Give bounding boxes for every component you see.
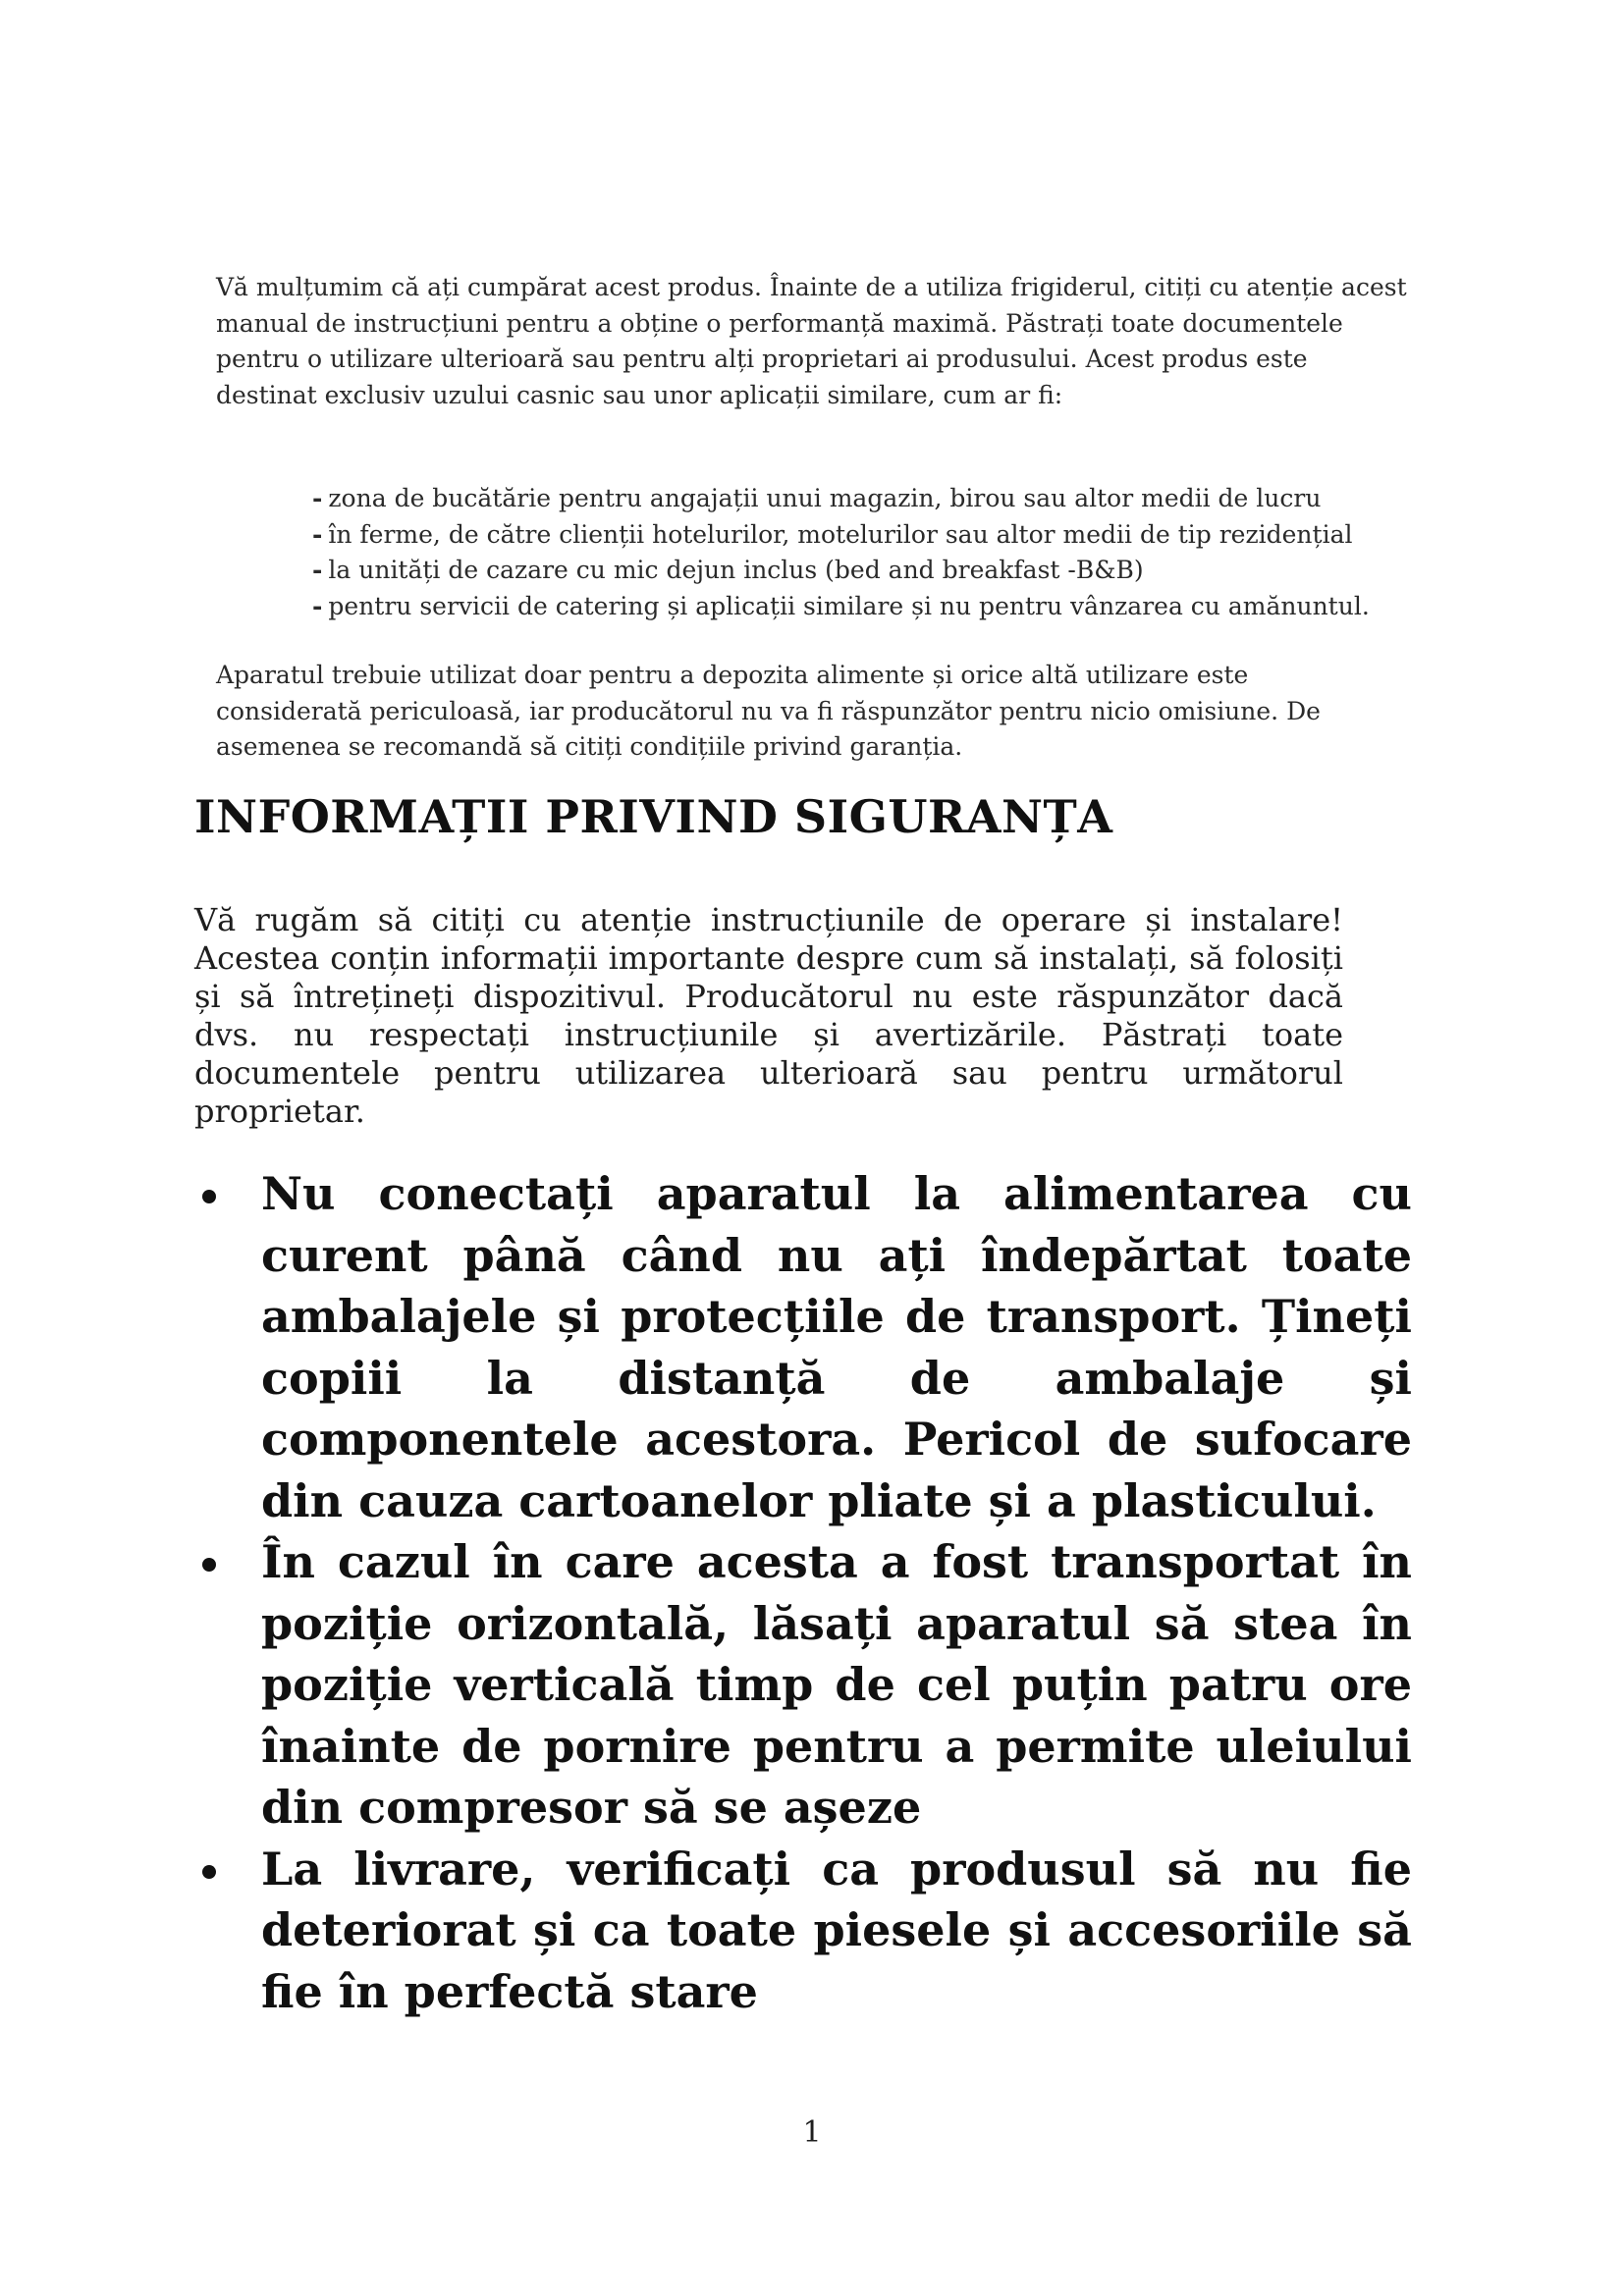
usage-item-text: în ferme, de către clienții hotelurilor, motelurilor sau altor medii de tip rezidențial <box>328 519 1353 549</box>
usage-list-item <box>312 481 1422 517</box>
bullet-icon <box>202 1558 216 1572</box>
section-title: INFORMAȚII PRIVIND SIGURANȚA <box>194 790 1113 843</box>
dash-marker: - <box>312 556 323 584</box>
intro-paragraph: Vă mulțumim că ați cumpărat acest produs. Înainte de a utiliza frigiderul, citiți cu atenție acest manual de instrucțiuni pentru a obține o performanță maximă. Păstrați toate documentele pentru o utilizare ulterioară sau pentru alți proprietari ai produsului. Acest produs este destinat exclusiv uzului casnic sau unor aplicații similare, cum ar fi: <box>216 273 1407 409</box>
usage-list <box>312 481 1422 624</box>
warning-text: Nu conectați aparatul la alimentarea cu curent până când nu ați îndepărtat toate ambalajele și protecțiile de transport. Țineți copiii la distanță de ambalaje și componentele acestora. Pericol de sufocare din cauza cartoanelor pliate și a plasticului. <box>261 1167 1412 1527</box>
dash-marker: - <box>312 591 323 620</box>
safety-intro <box>194 901 1343 1131</box>
warning-item <box>194 1531 1412 1839</box>
usage-list-item <box>312 517 1422 554</box>
warning-item <box>194 1163 1412 1531</box>
note-paragraph: Aparatul trebuie utilizat doar pentru a depozita alimente și orice altă utilizare este considerată periculoasă, iar producătorul nu va fi răspunzător pentru nicio omisiune. De asemenea se recomandă să citiți condițiile privind garanția. <box>216 661 1321 761</box>
bullet-icon <box>202 1865 216 1879</box>
dash-marker: - <box>312 519 323 549</box>
dash-marker: - <box>312 484 323 512</box>
warning-text: În cazul în care acesta a fost transportat în poziție orizontală, lăsați aparatul să stea în poziție verticală timp de cel puțin patru ore înainte de pornire pentru a permite uleiului din compresor să se așeze <box>261 1535 1412 1834</box>
usage-note <box>216 658 1394 766</box>
usage-item-text: zona de bucătărie pentru angajații unui magazin, birou sau altor medii de lucru <box>328 484 1322 512</box>
intro-section <box>216 270 1414 413</box>
warning-text: La livrare, verificați ca produsul să nu fie deteriorat și ca toate piesele și accesoriile să fie în perfectă stare <box>261 1842 1412 2018</box>
page-number: 1 <box>802 2115 822 2150</box>
safety-intro-paragraph: Vă rugăm să citiți cu atenție instrucțiunile de operare și instalare! Acestea conțin informații importante despre cum să instalați, să folosiți și să întrețineți dispozitivul. Producătorul nu este răspunzător dacă dvs. nu respectați instrucțiunile și avertizările. Păstrați toate documentele pentru utilizarea ulterioară sau pentru următorul proprietar. <box>194 901 1343 1130</box>
warning-list <box>194 1163 1412 2022</box>
usage-item-text: pentru servicii de catering și aplicații similare și nu pentru vânzarea cu amănuntul. <box>328 591 1370 620</box>
warning-item <box>194 1839 1412 2023</box>
usage-list-item <box>312 589 1422 625</box>
usage-list-item <box>312 553 1422 589</box>
usage-item-text: la unități de cazare cu mic dejun inclus (bed and breakfast -B&B) <box>328 556 1144 584</box>
bullet-icon <box>202 1190 216 1203</box>
